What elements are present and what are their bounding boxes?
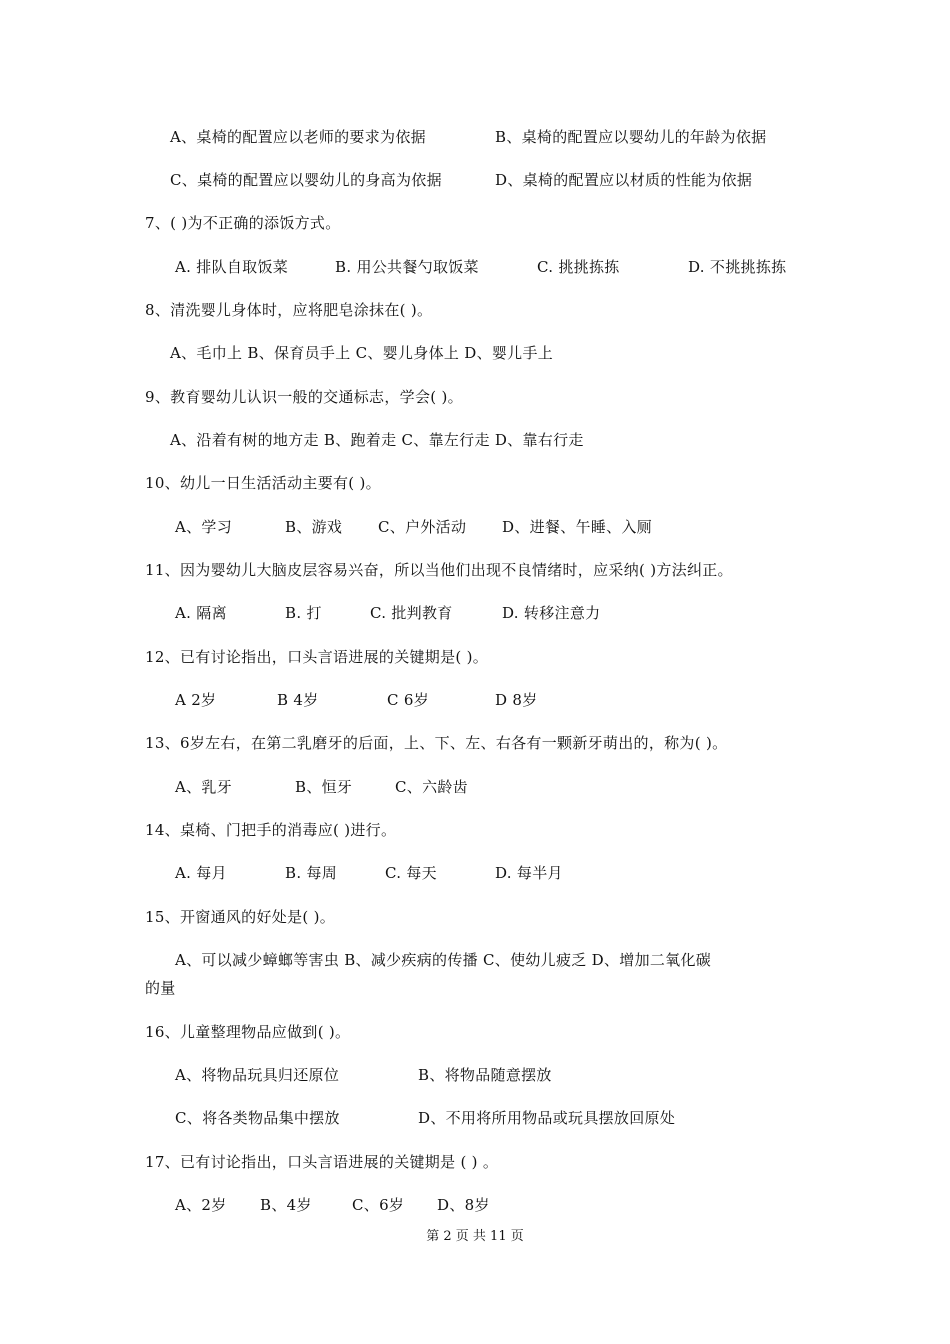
q14-option-a: A. 每月 [175,864,227,882]
q6-option-c: C、桌椅的配置应以婴幼儿的身高为依据 [170,171,442,189]
q8-options: A、毛巾上 B、保育员手上 C、婴儿身体上 D、婴儿手上 [170,344,554,362]
q13-question: 13、6岁左右，在第二乳磨牙的后面，上、下、左、右各有一颗新牙萌出的，称为( )。 [145,734,728,752]
q16-question: 16、儿童整理物品应做到( )。 [145,1023,351,1041]
q9-options: A、沿着有树的地方走 B、跑着走 C、靠左行走 D、靠右行走 [170,431,584,449]
q6-option-b: B、桌椅的配置应以婴幼儿的年龄为依据 [495,128,767,146]
q13-option-b: B、恒牙 [295,778,353,796]
q10-option-d: D、进餐、午睡、入厕 [502,518,653,536]
q8-question: 8、清洗婴儿身体时，应将肥皂涂抹在( )。 [145,301,433,319]
q7-option-c: C. 挑挑拣拣 [537,258,620,276]
q12-option-c: C 6岁 [387,691,429,709]
q10-option-c: C、户外活动 [378,518,467,536]
q11-option-c: C. 批判教育 [370,604,453,622]
q13-option-c: C、六龄齿 [395,778,468,796]
q11-option-b: B. 打 [285,604,322,622]
q14-question: 14、桌椅、门把手的消毒应( )进行。 [145,821,397,839]
q7-option-b: B. 用公共餐勺取饭菜 [335,258,479,276]
q15-options: A、可以减少蟑螂等害虫 B、减少疾病的传播 C、使幼儿疲乏 D、增加二氧化碳 [175,951,712,969]
q14-option-d: D. 每半月 [495,864,563,882]
q7-question: 7、( )为不正确的添饭方式。 [145,214,341,232]
q7-option-a: A. 排队自取饭菜 [175,258,289,276]
q16-option-c: C、将各类物品集中摆放 [175,1109,340,1127]
q17-question: 17、已有讨论指出，口头言语进展的关键期是 ( ) 。 [145,1153,499,1171]
q12-question: 12、已有讨论指出，口头言语进展的关键期是( )。 [145,648,489,666]
q11-option-a: A. 隔离 [175,604,227,622]
q12-option-b: B 4岁 [277,691,319,709]
q16-option-a: A、将物品玩具归还原位 [175,1066,340,1084]
q12-option-a: A 2岁 [175,691,217,709]
q17-option-a: A、2岁 [175,1196,227,1214]
q13-option-a: A、乳牙 [175,778,233,796]
q6-option-d: D、桌椅的配置应以材质的性能为依据 [495,171,753,189]
q10-option-b: B、游戏 [285,518,343,536]
q7-option-d: D. 不挑挑拣拣 [688,258,787,276]
q10-option-a: A、学习 [175,518,233,536]
q17-option-d: D、8岁 [437,1196,490,1214]
q16-option-b: B、将物品随意摆放 [418,1066,552,1084]
q15-question: 15、开窗通风的好处是( )。 [145,908,336,926]
q14-option-b: B. 每周 [285,864,338,882]
q17-option-c: C、6岁 [352,1196,405,1214]
q15-options-continued: 的量 [145,979,176,997]
q17-option-b: B、4岁 [260,1196,312,1214]
q11-question: 11、因为婴幼儿大脑皮层容易兴奋，所以当他们出现不良情绪时，应采纳( )方法纠正。 [145,561,733,579]
q14-option-c: C. 每天 [385,864,437,882]
q10-question: 10、幼儿一日生活活动主要有( )。 [145,474,381,492]
q12-option-d: D 8岁 [495,691,538,709]
page-footer: 第 2 页 共 11 页 [426,1229,524,1244]
q11-option-d: D. 转移注意力 [502,604,601,622]
q16-option-d: D、不用将所用物品或玩具摆放回原处 [418,1109,676,1127]
q9-question: 9、教育婴幼儿认识一般的交通标志，学会( )。 [145,388,463,406]
q6-option-a: A、桌椅的配置应以老师的要求为依据 [170,128,426,146]
